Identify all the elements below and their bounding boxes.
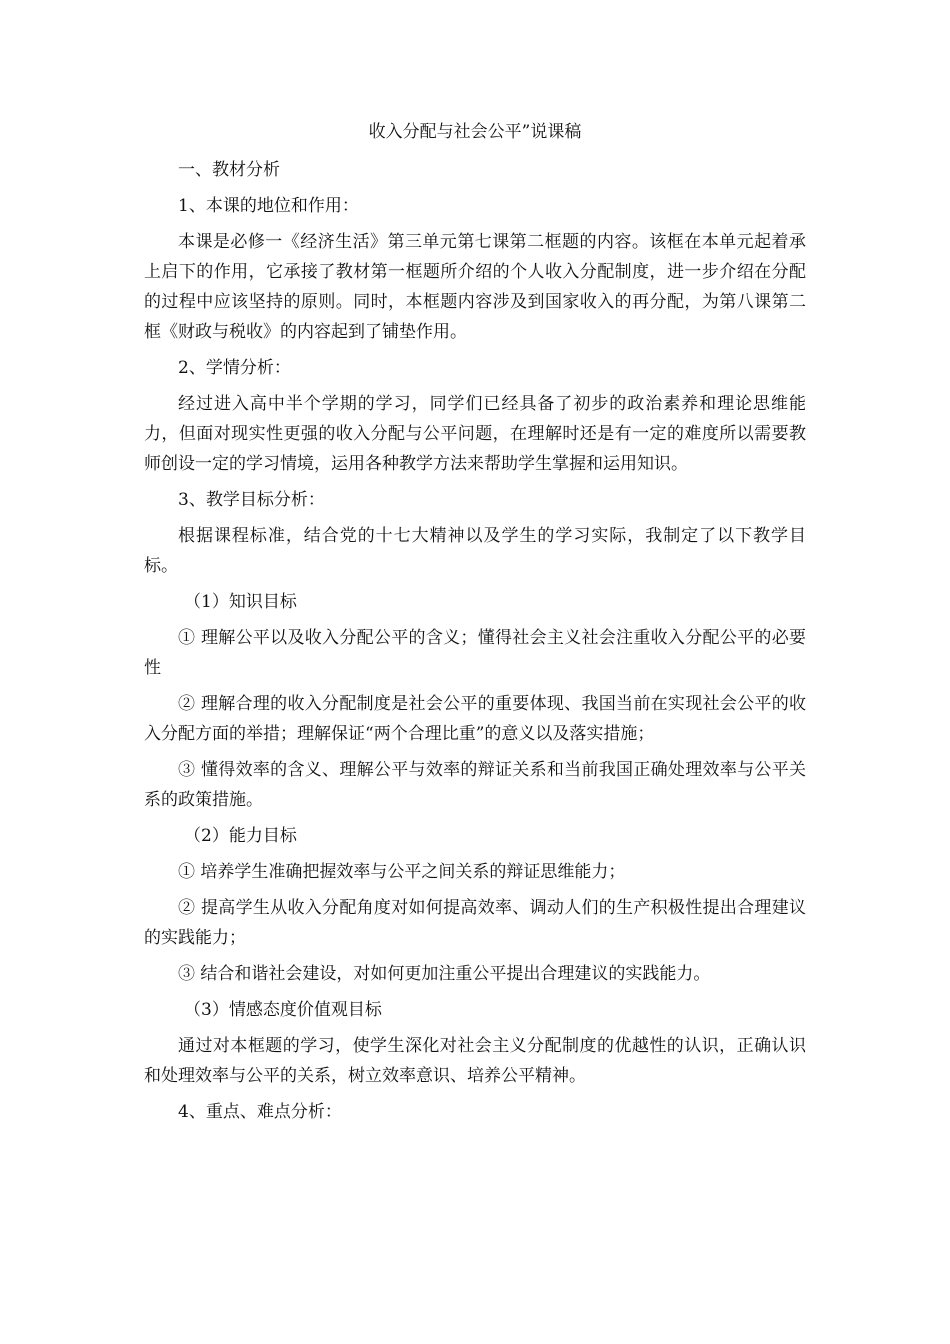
section-heading: 2、学情分析： xyxy=(178,358,291,378)
paragraph: 通过对本框题的学习，使学生深化对社会主义分配制度的优越性的认识，正确认识和处理效率与公平的关系，树立效率意识、培养公平精神。 xyxy=(144,1036,806,1086)
paragraph: ① 理解公平以及收入分配公平的含义；懂得社会主义社会注重收入分配公平的必要性 xyxy=(144,628,806,678)
section-heading: 一、教材分析 xyxy=(178,160,280,180)
sub-heading: （3）情感态度价值观目标 xyxy=(184,1000,382,1020)
paragraph: 经过进入高中半个学期的学习，同学们已经具备了初步的政治素养和理论思维能力，但面对现实性更强的收入分配与公平问题，在理解时还是有一定的难度所以需要教师创设一定的学习情境，运用各种教学方法来帮助学生掌握和运用知识。 xyxy=(144,394,806,474)
sub-heading: （1）知识目标 xyxy=(184,592,297,612)
paragraph: ③ 懂得效率的含义、理解公平与效率的辩证关系和当前我国正确处理效率与公平关系的政策措施。 xyxy=(144,760,806,810)
section-heading: 1、本课的地位和作用： xyxy=(178,196,359,216)
paragraph: 本课是必修一《经济生活》第三单元第七课第二框题的内容。该框在本单元起着承上启下的作用，它承接了教材第一框题所介绍的个人收入分配制度，进一步介绍在分配的过程中应该坚持的原则。同时，本框题内容涉及到国家收入的再分配，为第八课第二框《财政与税收》的内容起到了铺垫作用。 xyxy=(144,232,806,342)
paragraph: ② 理解合理的收入分配制度是社会公平的重要体现、我国当前在实现社会公平的收入分配方面的举措；理解保证“两个合理比重”的意义以及落实措施； xyxy=(144,694,806,744)
paragraph: ② 提高学生从收入分配角度对如何提高效率、调动人们的生产积极性提出合理建议的实践能力； xyxy=(144,898,806,948)
section-heading: 3、教学目标分析： xyxy=(178,490,325,510)
document-page xyxy=(144,121,806,1133)
section-heading: 4、重点、难点分析： xyxy=(178,1102,342,1122)
paragraph: ① 培养学生准确把握效率与公平之间关系的辩证思维能力； xyxy=(178,862,626,882)
paragraph: ③ 结合和谐社会建设，对如何更加注重公平提出合理建议的实践能力。 xyxy=(178,964,711,984)
paragraph: 根据课程标准，结合党的十七大精神以及学生的学习实际，我制定了以下教学目标。 xyxy=(144,526,806,576)
document-title: 收入分配与社会公平”说课稿 xyxy=(368,122,582,142)
sub-heading: （2）能力目标 xyxy=(184,826,297,846)
